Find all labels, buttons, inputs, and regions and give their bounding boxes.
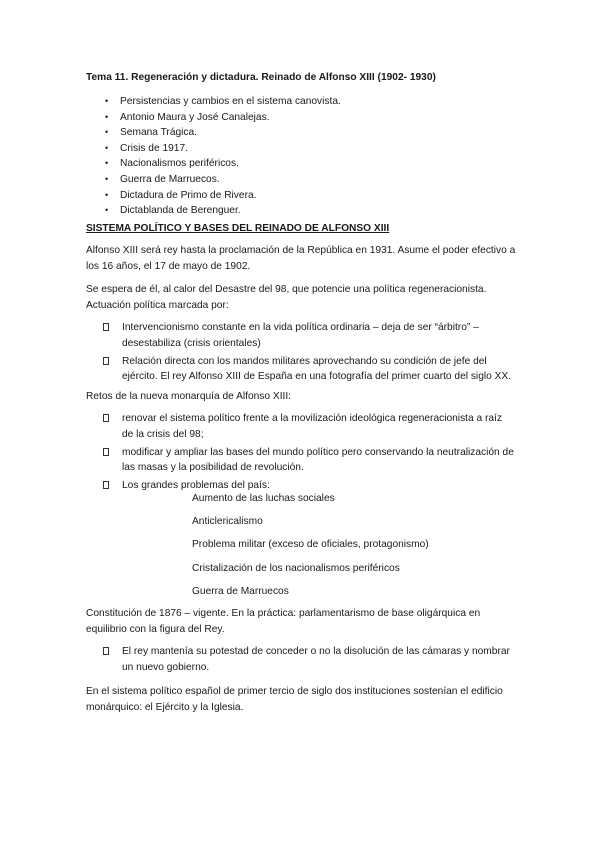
list-item: • Dictablanda de Berenguer. [86,203,341,219]
checkbox-square-icon [103,323,109,331]
bullet-icon: • [105,173,109,184]
paragraph-regeneration: Se espera de él, al calor del Desastre del 98, que potencie una política regeneracionista. Actuación política marcada por: [86,284,487,311]
rey-potestad-list [86,644,516,676]
list-item: • Dictadura de Primo de Rivera. [86,188,341,204]
list-item: • Crisis de 1917. [86,141,341,157]
paragraph-constitucion: Constitución de 1876 – vigente. En la práctica: parlamentarismo de base oligárquica en equilibrio con la figura del Rey. [86,608,481,635]
actuacion-list [86,320,516,387]
bullet-icon: • [105,111,109,122]
list-item: renovar el sistema político frente a la movilización ideológica regeneracionista a raíz de la crisis del 98; [86,411,516,443]
checkbox-square-icon [103,647,109,655]
checkbox-square-icon [103,357,109,365]
list-item: Intervencionismo constante en la vida política ordinaria – deja de ser “árbitro” – desestabiliza (crisis orientales) [86,320,516,352]
list-item: • Persistencias y cambios en el sistema canovista. [86,94,341,110]
list-item: Los grandes problemas del país: [86,478,516,494]
bullet-icon: • [105,189,109,200]
list-item: Aumento de las luchas sociales [192,493,335,504]
topics-list [86,94,341,219]
paragraph-retos-intro: Retos de la nueva monarquía de Alfonso XIII: [86,391,292,402]
list-item: Guerra de Marruecos [192,585,289,597]
list-item: Cristalización de los nacionalismos periféricos [192,562,400,574]
list-item: Anticlericalismo [192,516,263,528]
bullet-icon: • [105,142,109,153]
checkbox-square-icon [103,481,109,489]
list-item: • Nacionalismos periféricos. [86,156,341,172]
bullet-icon: • [105,96,109,106]
list-item: • Antonio Maura y José Canalejas. [86,110,341,126]
bullet-icon: • [105,158,109,169]
retos-list [86,411,516,496]
paragraph-instituciones: En el sistema político español de primer tercio de siglo dos instituciones sostenían el edificio monárquico: el Ejército y la Iglesia. [86,686,503,713]
checkbox-square-icon [103,414,109,422]
list-item: Problema militar (exceso de oficiales, protagonismo) [192,539,429,551]
list-item: Relación directa con los mandos militares aprovechando su condición de jefe del ejército. El rey Alfonso XIII de España en una fotografía del primer cuarto del siglo XX. [86,354,516,386]
list-item: El rey mantenía su potestad de conceder o no la disolución de las cámaras y nombrar un nuevo gobierno. [86,644,516,676]
document-title: Tema 11. Regeneración y dictadura. Reinado de Alfonso XIII (1902- 1930) [86,72,436,83]
paragraph-reign: Alfonso XIII será rey hasta la proclamación de la República en 1931. Asume el poder efectivo a los 16 años, el 17 de mayo de 1902. [86,245,516,272]
bullet-icon: • [105,205,109,216]
bullet-icon: • [105,127,109,138]
list-item: • Semana Trágica. [86,125,341,141]
problemas-list [192,491,429,607]
list-item: modificar y ampliar las bases del mundo político pero conservando la neutralización de las masas y la posibilidad de revolución. [86,445,516,477]
checkbox-square-icon [103,448,109,456]
list-item: • Guerra de Marruecos. [86,172,341,188]
section-heading: SISTEMA POLÍTICO Y BASES DEL REINADO DE ALFONSO XIII [86,223,390,234]
